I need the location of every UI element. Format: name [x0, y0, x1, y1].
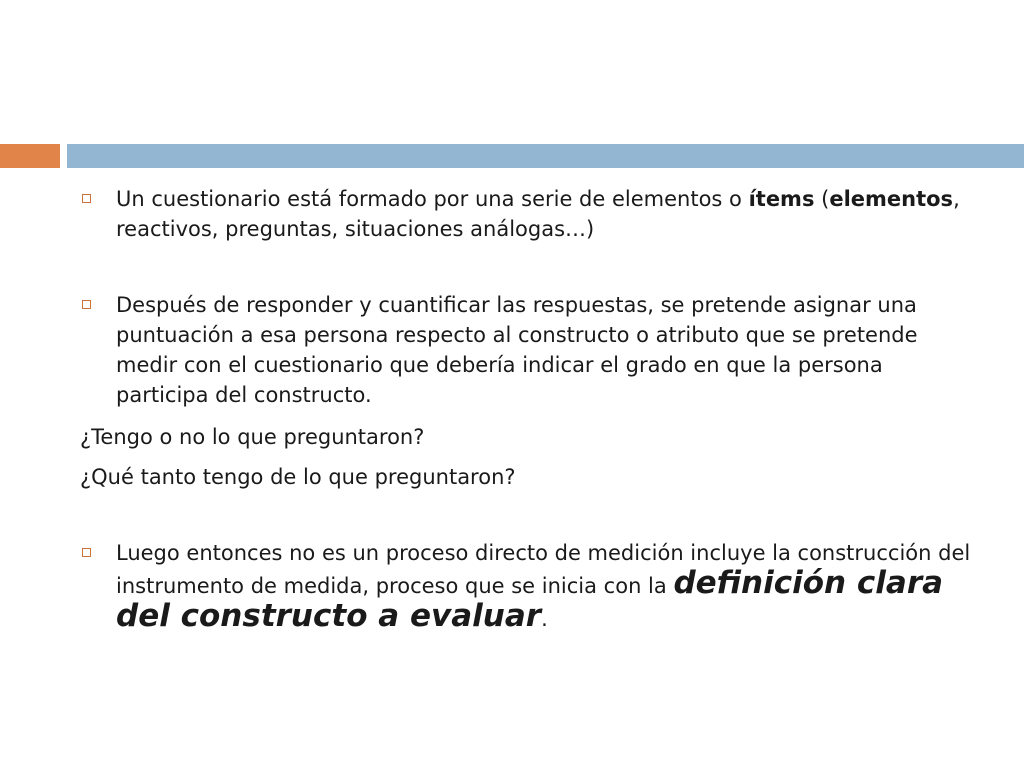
bullet-item-3 [80, 538, 980, 634]
accent-bar-blue [67, 144, 1024, 168]
bullet-2-text: Después de responder y cuantificar las respuestas, se pretende asignar una puntuación a esa persona respecto al constructo o atributo que se pretende medir con el cuestionario que debería indicar el grado en que la persona participa del constructo. [116, 293, 918, 407]
bullet-1-text-part3: , reactivos, preguntas, situaciones análogas…) [116, 187, 960, 241]
bullet-1-text-part2: ( [814, 187, 830, 211]
accent-bar-orange [0, 144, 60, 168]
question-2: ¿Qué tanto tengo de lo que preguntaron? [80, 465, 516, 489]
bullet-item-1 [80, 184, 980, 244]
bullet-1-bold-items: ítems [748, 187, 815, 211]
bullet-item-2 [80, 290, 980, 410]
square-bullet-icon [82, 300, 91, 309]
bullet-1-bold-elementos: elementos [829, 187, 954, 211]
bullet-3-text-part2: . [541, 607, 548, 631]
bullet-3-text-part1: Luego entonces no es un proceso directo de medición incluye la construcción del instrumento de medida, proceso que se inicia con la [116, 541, 971, 598]
bullet-1-text-part1: Un cuestionario está formado por una serie de elementos o [116, 187, 749, 211]
slide-content [80, 184, 980, 634]
question-1: ¿Tengo o no lo que preguntaron? [80, 425, 425, 449]
square-bullet-icon [82, 194, 91, 203]
bullet-3-emphasis: definición clara del constructo a evaluar [116, 565, 944, 634]
square-bullet-icon [82, 548, 91, 557]
